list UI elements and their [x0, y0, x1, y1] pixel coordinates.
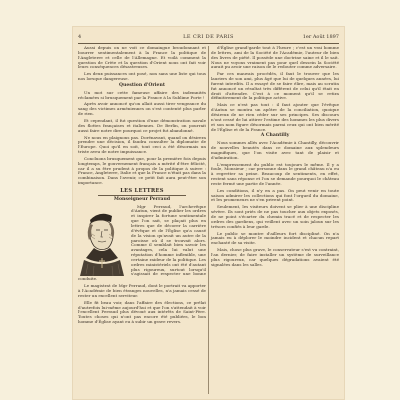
orient-paragraph: Concluons brusquement que, pour la première fois depuis longtemps, le gouvernement français a mérité d'être félicité, car il a su être prudent à propos de la politique à suivre : France, Angleterre, Italie et que la France n'était pas dans la combinaison. Dans l'avenir, ce petit fait aura peut-être son importance.	[78, 155, 206, 186]
right-column	[211, 46, 339, 394]
chantilly-paragraph: Le public se montre d'ailleurs fort discipliné. On n'a jamais eu à déplorer le moindre incident et chacun repart enchanté de sa visite.	[211, 230, 339, 246]
right-paragraph: d'Église grand'garde tout à l'heure ; c'est un vrai homme de lettres, ami de la Société de l'Académie, l'auteur de bien des livres de piété. Il possède une doctrine saine et il le sait. Nous ne voyons vraiment pas pour quel dessein la Société aurait pu avoir une raison de le redouter comme adversaire.	[211, 45, 339, 70]
orient-paragraph: Et cependant, il fut question d'une démonstration navale des flottes françaises et italiennes. De Berlin, on pourrait aussi faire notre dire pourquoi ce projet fut abandonné.	[78, 117, 206, 133]
header-rule	[78, 43, 339, 44]
intro-paragraph: Les deux puissances ont posé, non sans une liste qui tous nos lorsque dangereuse.	[78, 71, 206, 82]
chantilly-heading: A Chantilly	[260, 133, 290, 139]
chantilly-paragraph: Seulement, les visiteurs doivent se plier à une discipline sévère. Ils sont priés de ne pas toucher aux objets exposés, de ne point s'écarter du chemin tracé et de respecter les ordres des gardiens, qui veillent avec un soin jaloux sur les trésors confiés à leur garde.	[211, 204, 339, 229]
chantilly-paragraph: Les conditions, il n'y en a pas. On peut venir en toute saison admirer les collections qui font l'orgueil du domaine, et les promeneurs ne s'en privent point.	[211, 187, 339, 203]
orient-paragraph: Un mot sur cette fameuse affaire des indemnités réclamées si brusquement par la France à la Sublime Porte !	[78, 89, 206, 100]
bishop-portrait-illustration	[78, 206, 128, 276]
page-header	[78, 32, 339, 42]
intro-paragraph: Aussi depuis on ne voit ce domaingue broudonnant et bourrer sentimentalement à la France la politique de l'Angleterre et celle de l'Allemagne. Et voilà comment la question de Crète et la question d'Orient nous ont fait voir leurs conséquences désastreuses.	[78, 45, 206, 70]
column-divider	[208, 46, 209, 394]
section-rule	[98, 195, 186, 196]
orient-paragraph: Après avoir annoncé qu'on allait aussi tirer vengeance du sang des victimes arméniennes on s'est contenté plus parler de rien.	[78, 101, 206, 117]
issue-date: 1er Août 1897	[302, 34, 339, 40]
newspaper-page	[72, 26, 345, 400]
letters-paragraph: Le magistrat de Mgr Perraud, dont le portrait va apporter à l'Académie de bien étranges nouvelles, n'a jamais cessé de rester un excellent serviteur.	[78, 283, 206, 298]
chantilly-paragraph: L'empressement du public est toujours le même. Il y a foule, Monsieur ; car personne dans le grand château n'a eu à regretter sa peine. Beaucoup de sentiments, en effet, restent sans réponse et l'on se demande pourquoi le château reste fermé une partie de l'année.	[211, 161, 339, 186]
letters-section-title: LES LETTRES	[120, 187, 164, 194]
letters-paragraph: Mgr Perraud, l'archevêque d'Autun, vient de publier les ordres et inspirer la fortune sentimentale que l'on sait, se plaçait plus en lettres que de décorer la carrière d'évêque et de l'Église qu'a causé de la vision qu'avait un autre de la paroisse où il se trouvait alors. Comme il semblait bien savoir les avantages, cela lui valut une réputation d'homme inflexible, une certaine raideur de la politique. Les ordres ministériels ont été d'autant plus rigoureux, surtout lorsqu'il s'agissait de respecter une bonne conduite.	[78, 203, 206, 282]
page-number: 4	[78, 34, 82, 40]
letters-heading: Monseigneur Perraud	[113, 196, 171, 202]
left-column	[78, 46, 206, 394]
right-paragraph: Mais ce n'est pas tout : il faut ajouter que l'évêque d'Autun se montra un apôtre de la conciliation, quoique désireux de ne rien céder sur ses principes. Ses discours n'ont cessé de lui attirer l'estime des hommes les plus divers et son nom figure désormais parmi ceux qui ont bien mérité de l'Église et de la France.	[211, 102, 339, 132]
letters-paragraph: Elle fit beau voir, dans l'affaire des élections, ce prélat d'autrefois lui-même aujourd'hui et que l'on s'attendait à voir l'excellent Perraud plus dévoué aux intérêts de Saint-Père. Toutes choses qui n'ont pas encore été publiées, le bon homme d'Église ayant eu à subir un grave revers.	[78, 299, 206, 325]
newspaper-title: LE CRI DE PARIS	[183, 34, 234, 40]
orient-heading: Question d'Orient	[119, 82, 165, 88]
chantilly-paragraph: Nous sommes allés avec l'Académie à Chantilly, découvrir de nouvelles beautés dans ce domaine aux splendeurs magnifiques, que l'on visite avec tant de plaisir et d'admiration.	[211, 140, 339, 160]
right-paragraph: Par ces mauvais procédés, il faut le trouver que les lauriers de son ami, plus âgé que lui de quelques années, lui furent interdits. Il a essayé de se faire élire, mais au scrutin fut annoncé un résultat très différent de celui qu'il était en droit d'attendre. C'est à ce moment qu'il se retira définitivement de la politique active.	[211, 71, 339, 101]
chantilly-paragraph: Mais, chose plus grave, le conservateur s'est vu contraint, l'an dernier, de faire installer un système de surveillance plus rigoureux, car quelques dégradations avaient été signalées dans les salles.	[211, 247, 339, 267]
orient-paragraph: Ne nous en plaignons pas. Dorénavant, quand on désirera prendre une décision, il faudra consulter la diplomatie de l'Europe. Quoi qu'il en soit, tout ceci a été désormais un triste aveu de notre impuissance.	[78, 134, 206, 155]
